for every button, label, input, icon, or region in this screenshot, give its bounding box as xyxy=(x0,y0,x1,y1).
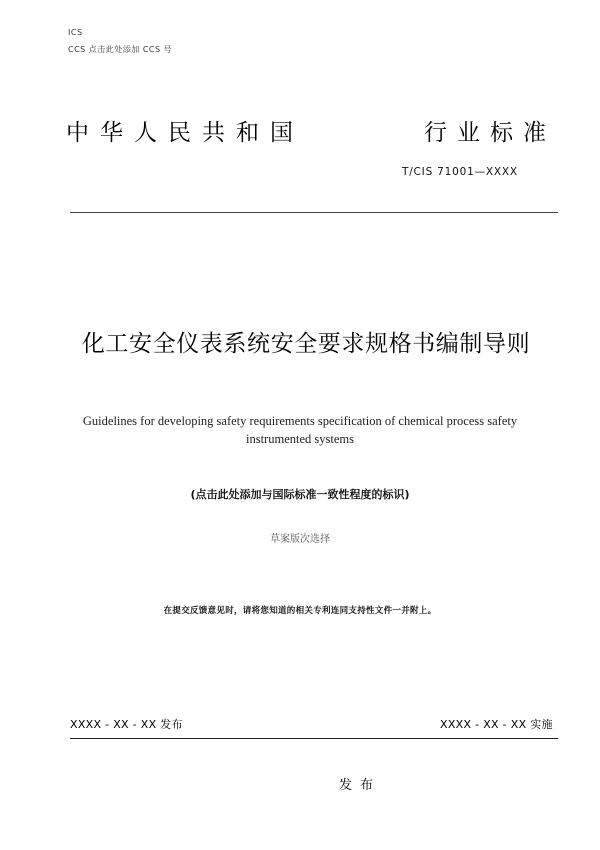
ics-code[interactable]: ICS xyxy=(68,28,83,37)
document-title-cn: 化工安全仪表系统安全要求规格书编制导则 xyxy=(81,331,531,357)
standard-number: T/CIS 71001—XXXX xyxy=(402,166,518,178)
document-title-en: Guidelines for developing safety requirements specification of chemical process safety instrumented systems xyxy=(82,414,518,446)
ccs-code[interactable]: CCS 点击此处添加 CCS 号 xyxy=(68,45,173,54)
issue-date: XXXX - XX - XX 发布 xyxy=(70,718,183,731)
draft-version-selector[interactable]: 草案版次选择 xyxy=(270,534,330,545)
implementation-date: XXXX - XX - XX 实施 xyxy=(440,718,553,731)
header-divider xyxy=(70,212,558,213)
intl-consistency-placeholder[interactable]: (点击此处添加与国际标准一致性程度的标识) xyxy=(190,488,410,501)
industry-standard-label: 行业标准 xyxy=(424,120,556,146)
country-name: 中华人民共和国 xyxy=(66,120,304,146)
issuer-label: 发布 xyxy=(338,778,381,793)
patent-notice: 在提交反馈意见时，请将您知道的相关专利连同支持性文件一并附上。 xyxy=(163,606,437,616)
footer-divider xyxy=(70,738,558,739)
